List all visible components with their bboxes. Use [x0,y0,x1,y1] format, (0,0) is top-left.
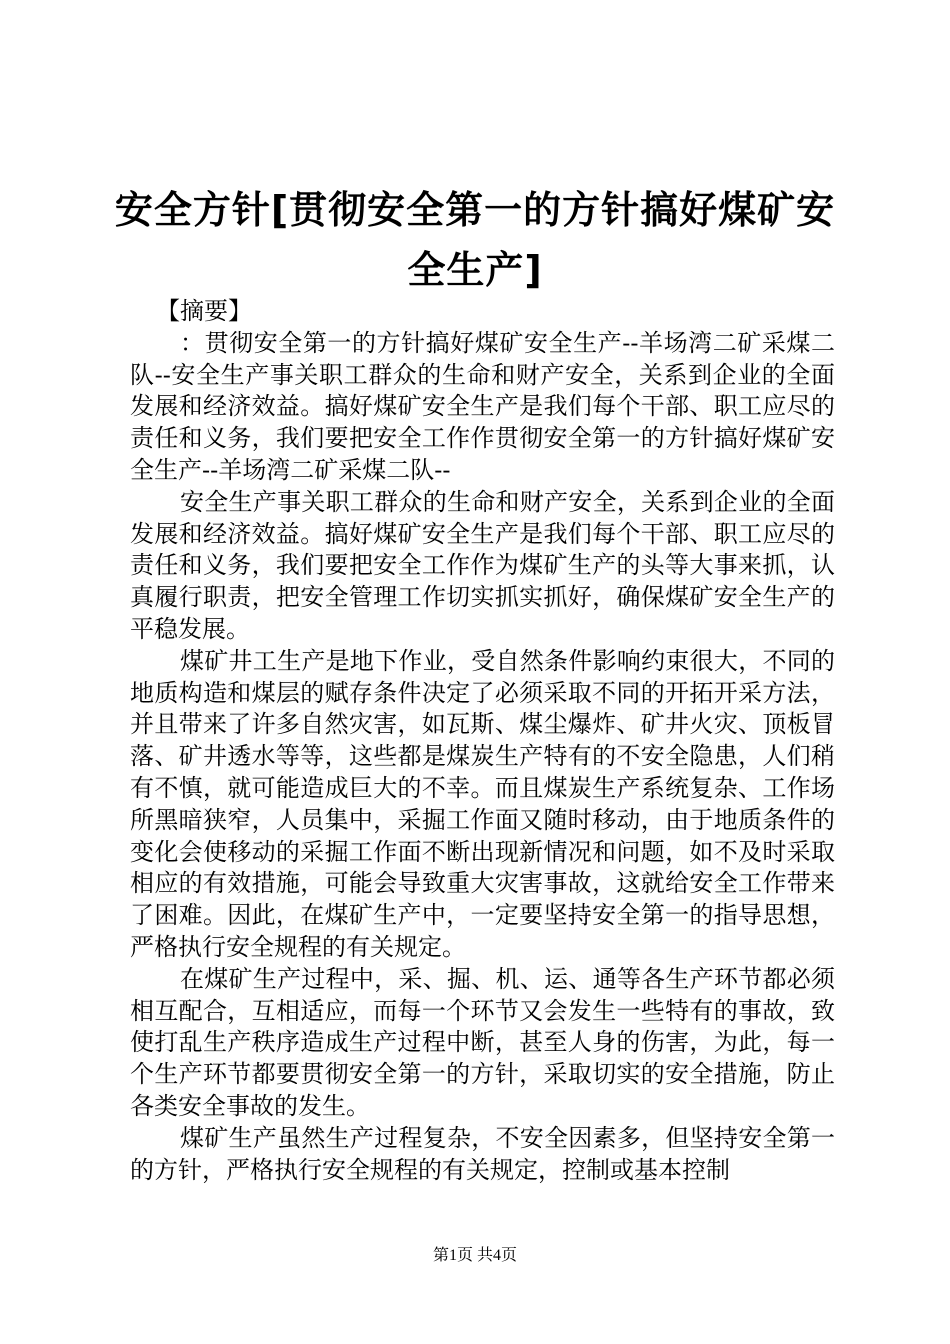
document-body [130,296,835,1186]
body-paragraph-3: 在煤矿生产过程中，采、掘、机、运、通等各生产环节都必须相互配合，互相适应，而每一个环节又会发生一些特有的事故，致使打乱生产秩序造成生产过程中断，甚至人身的伤害，为此，每一个生产环节都要贯彻安全第一的方针，采取切实的安全措施，防止各类安全事故的发生。 [130,964,835,1120]
body-paragraph-1: 安全生产事关职工群众的生命和财产安全，关系到企业的全面发展和经济效益。搞好煤矿安全生产是我们每个干部、职工应尽的责任和义务，我们要把安全工作作为煤矿生产的头等大事来抓，认真履行职责，把安全管理工作切实抓实抓好，确保煤矿安全生产的平稳发展。 [130,487,835,643]
body-paragraph-2: 煤矿井工生产是地下作业，受自然条件影响约束很大，不同的地质构造和煤层的赋存条件决定了必须采取不同的开拓开采方法，并且带来了许多自然灾害，如瓦斯、煤尘爆炸、矿井火灾、顶板冒落、矿井透水等等，这些都是煤炭生产特有的不安全隐患，人们稍有不慎，就可能造成巨大的不幸。而且煤炭生产系统复杂、工作场所黑暗狭窄，人员集中，采掘工作面又随时移动，由于地质条件的变化会使移动的采掘工作面不断出现新情况和问题，如不及时采取相应的有效措施，可能会导致重大灾害事故，这就给安全工作带来了困难。因此，在煤矿生产中，一定要坚持安全第一的指导思想，严格执行安全规程的有关规定。 [130,646,835,961]
body-paragraph-4: 煤矿生产虽然生产过程复杂，不安全因素多，但坚持安全第一的方针，严格执行安全规程的有关规定，控制或基本控制 [130,1123,835,1184]
document-title: 安全方针[贯彻安全第一的方针搞好煤矿安全生产] [114,188,836,292]
abstract-paragraph: ：贯彻安全第一的方针搞好煤矿安全生产--羊场湾二矿采煤二队--安全生产事关职工群众的生命和财产安全，关系到企业的全面发展和经济效益。搞好煤矿安全生产是我们每个干部、职工应尽的责任和义务，我们要把安全工作作贯彻安全第一的方针搞好煤矿安全生产--羊场湾二矿采煤二队-- [130,328,835,484]
page-footer: 第1页 共4页 [432,1247,517,1264]
abstract-heading: 【摘要】 [156,297,252,325]
